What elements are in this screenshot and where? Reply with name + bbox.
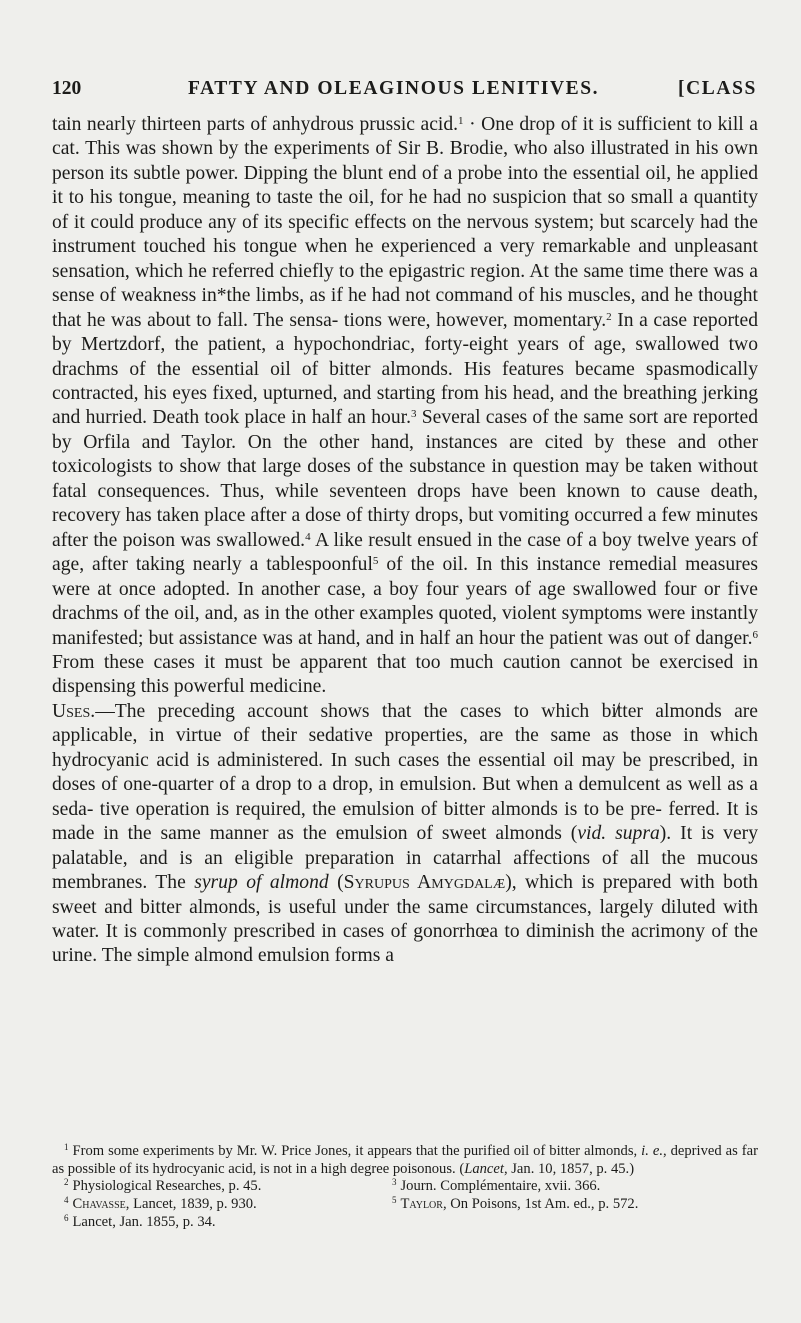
running-header [52,78,757,106]
footnote-ref-4[interactable]: 4 [305,530,311,543]
syrup-of-almond: syrup of almond [194,872,329,894]
footnote-3: $^3$ Journ. Complémentaire, xvii. 366. [392,1177,601,1195]
footnote-row-6 [52,1214,758,1232]
footnote-ref-1[interactable]: 1 [458,115,464,127]
running-title: FATTY AND OLEAGINOUS LENITIVES. [188,78,600,99]
syrupus-amygdalae: Syrupus Amygdalæ [343,872,506,894]
footnote-6: $^6$ Lancet, Jan. 1855, p. 34. [64,1212,216,1230]
footnote-ref-3[interactable]: 3 [410,408,417,421]
section-label: [CLASS [678,78,757,99]
footnote-ref-5[interactable]: 5 [372,555,379,568]
footnote-ref-2[interactable]: 2 [606,310,612,323]
uses-heading: Uses. [52,700,96,722]
body-text [52,113,758,969]
footnotes [52,1143,758,1232]
paragraph-toxicity: tain nearly thirteen parts of anhydrous prussic acid.$^1$ · One drop of it is sufficient to kill a cat. This was shown by the experiments of Sir B. Brodie, who also illustrated in his own person its subtle power. Dipping the blunt end of a probe into the essential oil, he applied it to his tongue, meaning to taste the oil, for he had no suspicion that so small a quantity of it could produce any of its specific effects on the nervous system; but scarcely had the instrument touched his tongue when he experienced a very remarkable and unpleasant sensation, which he referred chiefly to the epigastric region. At the same time there was a sense of weakness in*the limbs, as if he had not command of his muscles, and he thought that he was about to fall. The sensa- tions were, however, momentary.$^2$ In a case reported by Mertzdorf, the patient, a hypochondriac, forty-eight years of age, swallowed two drachms of the essential oil of bitter almonds. His features became spasmodically contracted, his eyes fixed, upturned, and starting from his head, and the breathing jerking and hurried. Death took place in half an hour.$^3$ Several cases of the same sort are reported by Orfila and Taylor. On the other hand, instances are cited by these and other toxicologists to show that large doses of the substance in question may be taken without fatal consequences. Thus, while seventeen drops have been known to cause death, recovery has taken place after a dose of thirty drops, but vomiting occurred a few minutes after the poison was swallowed.$^4$ A like result ensued in the case of a boy twelve years of age, after taking nearly a tablespoonful$^5$ of the oil. In this instance remedial measures were at once adopted. In another case, a boy four years of age swallowed four or five drachms of the oil, and, as in the other examples quoted, violent symptoms were instantly manifested; but assistance was at hand, and in half an hour the patient was out of danger.$^6$ From these cases it must be apparent that too much caution cannot be exercised in dispensing this powerful medicine. [52,114,758,698]
footnote-5: $^5$ Taylor, On Poisons, 1st Am. ed., p. 572. [392,1195,639,1213]
vid-supra: vid. supra [577,823,660,845]
paragraph-uses: Uses.—The preceding account shows that the cases to which bi̸tter almonds are applicable, in virtue of their sedative properties, are the same as those in which hydrocyanic acid is administered. In such cases the essential oil may be prescribed, in doses of one-quarter of a drop to a drop, in emulsion. But when a demulcent as well as a seda- tive operation is required, the emulsion of bitter almonds is to be pre- ferred. It is made in the same manner as the emulsion of sweet almonds (vid. supra). It is very palatable, and is an eligible preparation in catarrhal affections of all the mucous membranes. The syrup of almond (Syrupus Amygdalæ), which is prepared with both sweet and bitter almonds, is useful under the same circumstances, largely diluted with water. It is commonly prescribed in cases of gonorrhœa to diminish the acrimony of the urine. The simple almond emulsion forms a [52,700,758,967]
footnote-2: $^2$ Physiological Researches, p. 45. [64,1177,262,1195]
footnote-4: $^4$ Chavasse, Lancet, 1839, p. 930. [64,1195,257,1213]
page-number: 120 [52,78,82,99]
footnote-1: $^1$ From some experiments by Mr. W. Price Jones, it appears that the purified oil of bitter almonds, i. e., deprived as far as possible of its hydrocyanic acid, is not in a high degree poisonous. (Lancet, Jan. 10, 1857, p. 45.) [52,1142,758,1177]
footnote-row-2-3 [52,1178,758,1196]
footnote-row-4-5 [52,1196,758,1214]
footnote-ref-6[interactable]: 6 [752,628,758,641]
